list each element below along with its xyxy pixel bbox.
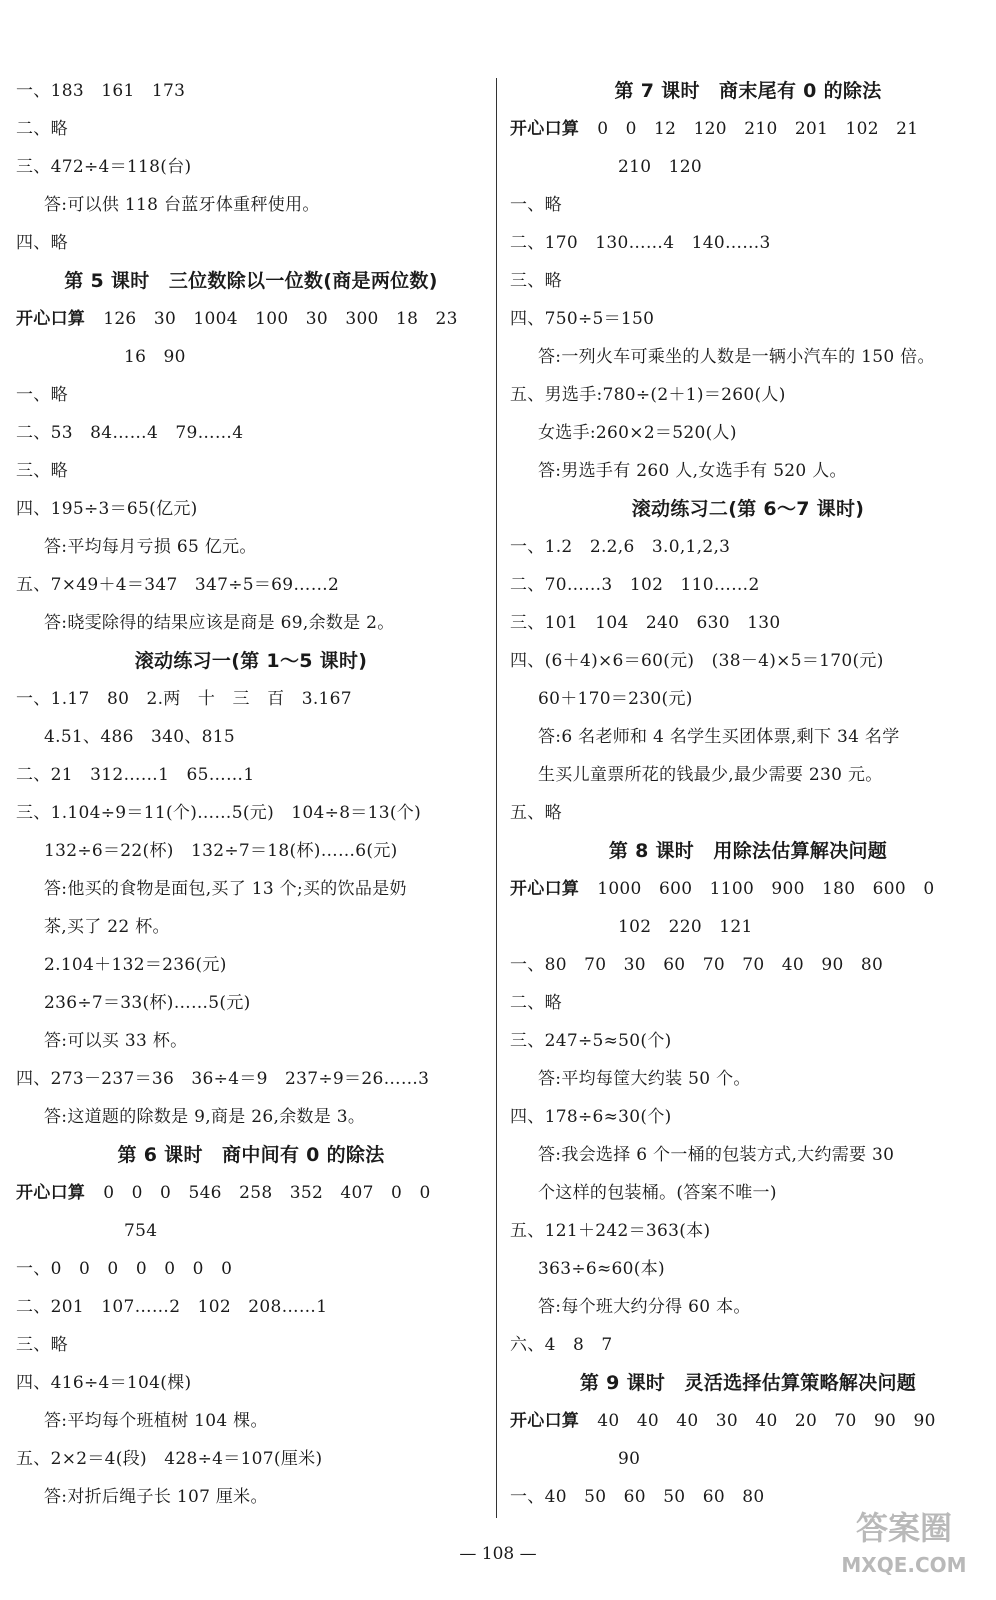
mental-math-values: 0 0 0 546 258 352 407 0 0 bbox=[103, 1183, 431, 1203]
mental-math-continuation: 16 90 bbox=[124, 347, 186, 367]
watermark-logo-text: 答案圈 bbox=[855, 1509, 952, 1547]
mental-math-label: 开心口算 bbox=[510, 879, 580, 899]
answer-line: 答:可以供 118 台蓝牙体重秤使用。 bbox=[44, 195, 320, 215]
question-line: 四、195÷3＝65(亿元) bbox=[16, 499, 198, 519]
question-line: 四、178÷6≈30(个) bbox=[510, 1107, 672, 1127]
mental-math-row bbox=[510, 870, 986, 908]
answer-line: 4.51、486 340、815 bbox=[44, 727, 235, 747]
question-line: 二、53 84……4 79……4 bbox=[16, 423, 244, 443]
mental-math-label: 开心口算 bbox=[16, 309, 86, 329]
question-line: 一、略 bbox=[16, 385, 68, 405]
question-line: 五、男选手:780÷(2＋1)＝260(人) bbox=[510, 385, 786, 405]
mental-math-label: 开心口算 bbox=[16, 1183, 86, 1203]
question-line: 五、略 bbox=[510, 803, 562, 823]
mental-math-continuation: 210 120 bbox=[618, 157, 702, 177]
question-line: 三、247÷5≈50(个) bbox=[510, 1031, 672, 1051]
answer-line: 答:我会选择 6 个一桶的包装方式,大约需要 30 bbox=[538, 1145, 895, 1165]
question-line: 一、1.17 80 2.两 十 三 百 3.167 bbox=[16, 689, 352, 709]
answer-line: 答:对折后绳子长 107 厘米。 bbox=[44, 1487, 268, 1507]
question-line: 一、183 161 173 bbox=[16, 81, 186, 101]
left-column bbox=[16, 72, 486, 1516]
answer-line: 236÷7＝33(杯)……5(元) bbox=[44, 993, 251, 1013]
question-line: 三、101 104 240 630 130 bbox=[510, 613, 781, 633]
question-line: 四、273－237＝36 36÷4＝9 237÷9＝26……3 bbox=[16, 1069, 430, 1089]
answer-line: 2.104＋132＝236(元) bbox=[44, 955, 227, 975]
answer-line: 答:平均每月亏损 65 亿元。 bbox=[44, 537, 257, 557]
answer-line: 茶,买了 22 杯。 bbox=[44, 917, 170, 937]
mental-math-row bbox=[510, 1402, 986, 1440]
mental-math-row bbox=[16, 300, 486, 338]
question-line: 一、0 0 0 0 0 0 0 bbox=[16, 1259, 233, 1279]
mental-math-label: 开心口算 bbox=[510, 1411, 580, 1431]
question-line: 三、略 bbox=[16, 461, 68, 481]
question-line: 二、70……3 102 110……2 bbox=[510, 575, 760, 595]
answer-line: 答:晓雯除得的结果应该是商是 69,余数是 2。 bbox=[44, 613, 395, 633]
mental-math-values: 1000 600 1100 900 180 600 0 bbox=[597, 879, 935, 899]
question-line: 一、80 70 30 60 70 70 40 90 80 bbox=[510, 955, 884, 975]
section-heading: 滚动练习一(第 1～5 课时) bbox=[134, 650, 368, 672]
question-line: 三、略 bbox=[510, 271, 562, 291]
question-line: 五、2×2＝4(段) 428÷4＝107(厘米) bbox=[16, 1449, 323, 1469]
question-line: 四、750÷5＝150 bbox=[510, 309, 655, 329]
mental-math-values: 40 40 40 30 40 20 70 90 90 bbox=[597, 1411, 936, 1431]
answer-line: 60＋170＝230(元) bbox=[538, 689, 693, 709]
question-line: 二、201 107……2 102 208……1 bbox=[16, 1297, 328, 1317]
question-line: 二、略 bbox=[16, 119, 68, 139]
answer-line: 答:平均每筐大约装 50 个。 bbox=[538, 1069, 751, 1089]
answer-line: 答:可以买 33 杯。 bbox=[44, 1031, 188, 1051]
mental-math-continuation: 90 bbox=[618, 1449, 641, 1469]
answer-line: 答:他买的食物是面包,买了 13 个;买的饮品是奶 bbox=[44, 879, 407, 899]
section-heading: 滚动练习二(第 6～7 课时) bbox=[631, 498, 865, 520]
mental-math-continuation: 754 bbox=[124, 1221, 158, 1241]
question-line: 六、4 8 7 bbox=[510, 1335, 613, 1355]
right-column bbox=[510, 72, 986, 1516]
mental-math-row bbox=[16, 1174, 486, 1212]
column-divider bbox=[496, 78, 497, 1518]
section-heading: 第 5 课时 三位数除以一位数(商是两位数) bbox=[64, 270, 438, 292]
question-line: 四、(6＋4)×6＝60(元) (38－4)×5＝170(元) bbox=[510, 651, 884, 671]
question-line: 三、472÷4＝118(台) bbox=[16, 157, 192, 177]
answer-line: 生买儿童票所花的钱最少,最少需要 230 元。 bbox=[538, 765, 883, 785]
section-heading: 第 7 课时 商末尾有 0 的除法 bbox=[614, 80, 882, 102]
section-heading: 第 6 课时 商中间有 0 的除法 bbox=[117, 1144, 385, 1166]
answer-line: 个这样的包装桶。(答案不唯一) bbox=[538, 1183, 777, 1203]
answer-line: 答:每个班大约分得 60 本。 bbox=[538, 1297, 751, 1317]
question-line: 二、21 312……1 65……1 bbox=[16, 765, 255, 785]
answer-line: 363÷6≈60(本) bbox=[538, 1259, 665, 1279]
question-line: 二、略 bbox=[510, 993, 562, 1013]
question-line: 三、1.104÷9＝11(个)……5(元) 104÷8＝13(个) bbox=[16, 803, 422, 823]
question-line: 一、略 bbox=[510, 195, 562, 215]
mental-math-row bbox=[510, 110, 986, 148]
answer-line: 132÷6＝22(杯) 132÷7＝18(杯)……6(元) bbox=[44, 841, 398, 861]
answer-line: 答:6 名老师和 4 名学生买团体票,剩下 34 名学 bbox=[538, 727, 900, 747]
question-line: 一、1.2 2.2,6 3.0,1,2,3 bbox=[510, 537, 731, 557]
mental-math-label: 开心口算 bbox=[510, 119, 580, 139]
watermark-logo bbox=[834, 1505, 974, 1585]
question-line: 四、416÷4＝104(棵) bbox=[16, 1373, 192, 1393]
mental-math-values: 0 0 12 120 210 201 102 21 bbox=[597, 119, 919, 139]
answer-line: 女选手:260×2＝520(人) bbox=[538, 423, 737, 443]
question-line: 二、170 130……4 140……3 bbox=[510, 233, 771, 253]
section-heading: 第 8 课时 用除法估算解决问题 bbox=[608, 840, 888, 862]
question-line: 三、略 bbox=[16, 1335, 68, 1355]
section-heading: 第 9 课时 灵活选择估算策略解决问题 bbox=[579, 1372, 917, 1394]
question-line: 五、121＋242＝363(本) bbox=[510, 1221, 711, 1241]
answer-line: 答:平均每个班植树 104 棵。 bbox=[44, 1411, 268, 1431]
question-line: 四、略 bbox=[16, 233, 68, 253]
answer-line: 答:一列火车可乘坐的人数是一辆小汽车的 150 倍。 bbox=[538, 347, 935, 367]
question-line: 一、40 50 60 50 60 80 bbox=[510, 1487, 765, 1507]
watermark-site-text: MXQE.COM bbox=[841, 1553, 967, 1577]
mental-math-values: 126 30 1004 100 30 300 18 23 bbox=[103, 309, 458, 329]
question-line: 五、7×49＋4＝347 347÷5＝69……2 bbox=[16, 575, 340, 595]
page-number: — 108 — bbox=[459, 1544, 537, 1564]
mental-math-continuation: 102 220 121 bbox=[618, 917, 753, 937]
answer-line: 答:这道题的除数是 9,商是 26,余数是 3。 bbox=[44, 1107, 366, 1127]
answer-line: 答:男选手有 260 人,女选手有 520 人。 bbox=[538, 461, 847, 481]
